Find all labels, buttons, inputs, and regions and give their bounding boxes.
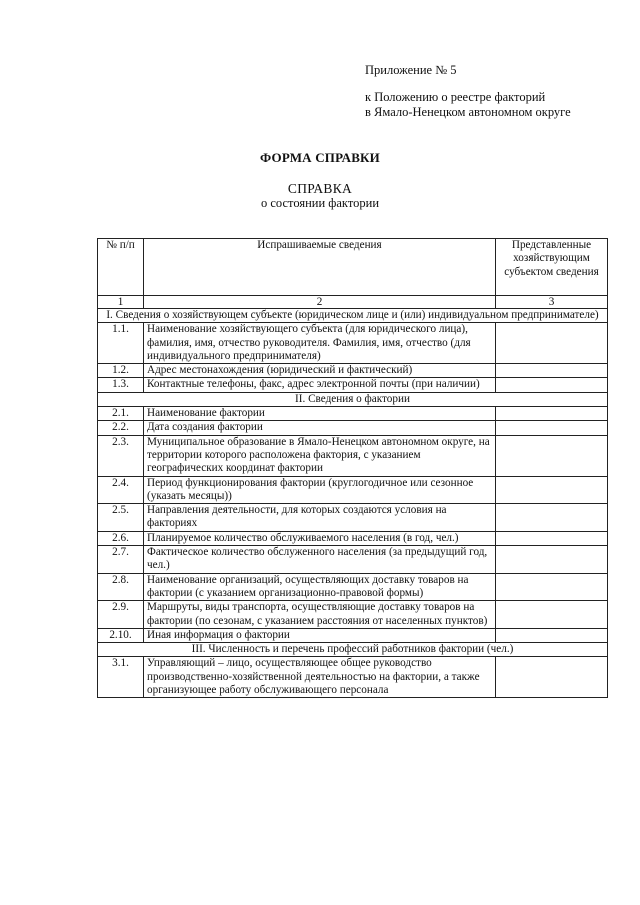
- document-title: СПРАВКА: [287, 181, 353, 196]
- section-row: [98, 643, 608, 657]
- requested-info-cell: Контактные телефоны, факс, адрес электронной почты (при наличии): [144, 378, 496, 392]
- information-table: [97, 238, 608, 698]
- provided-info-cell[interactable]: [496, 476, 608, 504]
- provided-info-cell[interactable]: [496, 628, 608, 642]
- section-heading: I. Сведения о хозяйствующем субъекте (юридическом лице и (или) индивидуальном предпринимателе): [98, 309, 608, 323]
- header-requested-info: Испрашиваемые сведения: [144, 239, 496, 296]
- section-row: [98, 392, 608, 406]
- section-heading: III. Численность и перечень профессий работников фактории (чел.): [98, 643, 608, 657]
- table-index-row: [98, 296, 608, 309]
- row-number: 2.4.: [98, 476, 144, 504]
- section-heading: II. Сведения о фактории: [98, 392, 608, 406]
- table-row: [98, 323, 608, 364]
- index-cell-3: 3: [496, 296, 608, 309]
- provided-info-cell[interactable]: [496, 531, 608, 545]
- requested-info-cell: Иная информация о фактории: [144, 628, 496, 642]
- row-number: 2.7.: [98, 546, 144, 574]
- table-row: [98, 504, 608, 532]
- section-row: [98, 309, 608, 323]
- row-number: 2.10.: [98, 628, 144, 642]
- table-row: [98, 407, 608, 421]
- regulation-line-1: к Положению о реестре факторий: [365, 90, 546, 104]
- provided-info-cell[interactable]: [496, 378, 608, 392]
- requested-info-cell: Муниципальное образование в Ямало-Ненецком автономном округе, на территории которого расположена фактория, с указанием географических координат фактории: [144, 435, 496, 476]
- row-number: 3.1.: [98, 657, 144, 698]
- form-title: ФОРМА СПРАВКИ: [259, 150, 380, 165]
- document-subtitle: о состоянии фактории: [260, 196, 380, 210]
- provided-info-cell[interactable]: [496, 601, 608, 629]
- requested-info-cell: Направления деятельности, для которых создаются условия на факториях: [144, 504, 496, 532]
- provided-info-cell[interactable]: [496, 421, 608, 435]
- row-number: 2.8.: [98, 573, 144, 601]
- table-row: [98, 378, 608, 392]
- provided-info-cell[interactable]: [496, 407, 608, 421]
- requested-info-cell: Фактическое количество обслуженного населения (за предыдущий год, чел.): [144, 546, 496, 574]
- table-row: [98, 573, 608, 601]
- provided-info-cell[interactable]: [496, 546, 608, 574]
- provided-info-cell[interactable]: [496, 323, 608, 364]
- requested-info-cell: Наименование организаций, осуществляющих доставку товаров на фактории (с указанием организационно-правовой формы): [144, 573, 496, 601]
- table-row: [98, 421, 608, 435]
- table-row: [98, 546, 608, 574]
- row-number: 1.1.: [98, 323, 144, 364]
- requested-info-cell: Управляющий – лицо, осуществляющее общее руководство производственно-хозяйственной деятельностью на фактории, а также организующее работу обслуживающего персонала: [144, 657, 496, 698]
- table-row: [98, 657, 608, 698]
- table-row: [98, 476, 608, 504]
- row-number: 2.9.: [98, 601, 144, 629]
- regulation-reference: [365, 90, 571, 120]
- row-number: 1.2.: [98, 364, 144, 378]
- row-number: 2.1.: [98, 407, 144, 421]
- row-number: 2.5.: [98, 504, 144, 532]
- table-header-row: [98, 239, 608, 296]
- index-cell-1: 1: [98, 296, 144, 309]
- header-number: № п/п: [98, 239, 144, 296]
- table-row: [98, 364, 608, 378]
- provided-info-cell[interactable]: [496, 657, 608, 698]
- provided-info-cell[interactable]: [496, 573, 608, 601]
- row-number: 2.6.: [98, 531, 144, 545]
- requested-info-cell: Дата создания фактории: [144, 421, 496, 435]
- regulation-line-2: в Ямало-Ненецком автономном округе: [365, 105, 571, 119]
- row-number: 2.2.: [98, 421, 144, 435]
- table-row: [98, 531, 608, 545]
- row-number: 2.3.: [98, 435, 144, 476]
- requested-info-cell: Период функционирования фактории (круглогодичное или сезонное (указать месяцы)): [144, 476, 496, 504]
- index-cell-2: 2: [144, 296, 496, 309]
- requested-info-cell: Маршруты, виды транспорта, осуществляющие доставку товаров на фактории (по сезонам, с указанием расстояния от населенных пунктов): [144, 601, 496, 629]
- requested-info-cell: Наименование фактории: [144, 407, 496, 421]
- requested-info-cell: Планируемое количество обслуживаемого населения (в год, чел.): [144, 531, 496, 545]
- requested-info-cell: Адрес местонахождения (юридический и фактический): [144, 364, 496, 378]
- table-row: [98, 435, 608, 476]
- header-provided-info: Представленные хозяйствующим субъектом сведения: [496, 239, 608, 296]
- provided-info-cell[interactable]: [496, 364, 608, 378]
- appendix-label: Приложение № 5: [365, 63, 457, 77]
- table-row: [98, 601, 608, 629]
- requested-info-cell: Наименование хозяйствующего субъекта (для юридического лица), фамилия, имя, отчество руководителя. Фамилия, имя, отчество (для индивидуального предпринимателя): [144, 323, 496, 364]
- provided-info-cell[interactable]: [496, 504, 608, 532]
- row-number: 1.3.: [98, 378, 144, 392]
- table-row: [98, 628, 608, 642]
- provided-info-cell[interactable]: [496, 435, 608, 476]
- table-body: [98, 239, 608, 698]
